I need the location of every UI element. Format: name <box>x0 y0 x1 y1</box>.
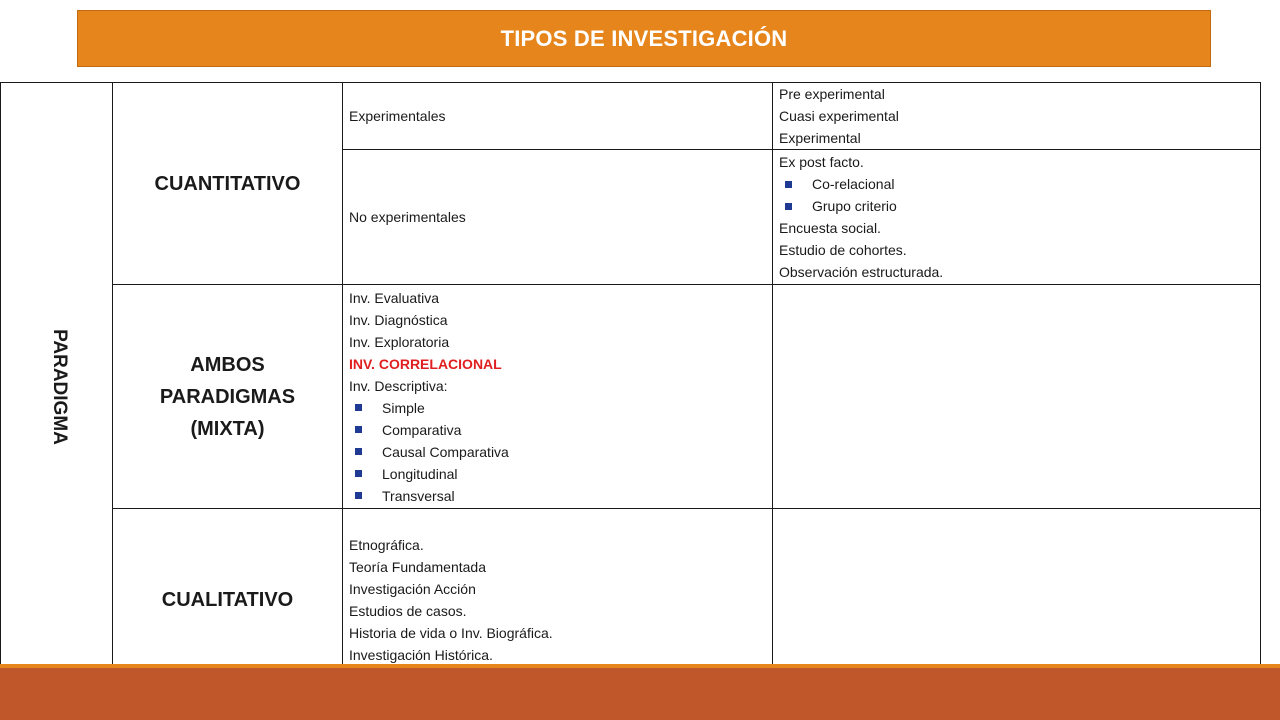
title-banner <box>77 10 1211 67</box>
list-item: Investigación Acción <box>349 580 476 597</box>
cuantitativo-label: CUANTITATIVO <box>113 83 343 285</box>
list-item: Pre experimental <box>779 86 885 102</box>
paradigm-label: PARADIGMA <box>48 328 70 445</box>
table-row <box>1 83 1261 150</box>
list-item: Comparativa <box>349 419 772 441</box>
list-item: Inv. Descriptiva: <box>349 377 448 394</box>
list-item: Simple <box>349 397 772 419</box>
footer-bar <box>0 668 1280 720</box>
list-item: Encuesta social. <box>779 220 881 236</box>
square-bullet-icon <box>355 470 362 477</box>
cualitativo-label: CUALITATIVO <box>113 509 343 691</box>
paradigm-cell <box>1 83 113 691</box>
list-item: Experimental <box>779 130 861 146</box>
list-item: Inv. Evaluativa <box>349 289 440 306</box>
experimentales-label: Experimentales <box>349 108 446 124</box>
list-item: Observación estructurada. <box>779 264 944 280</box>
list-item: INV. CORRELACIONAL <box>349 355 502 372</box>
empty-cell <box>773 285 1261 509</box>
no-experimentales-cell <box>343 150 773 285</box>
no-experimentales-detail <box>773 150 1261 285</box>
experimentales-cell <box>343 83 773 150</box>
mixta-label: AMBOS PARADIGMAS (MIXTA) <box>113 285 343 509</box>
list-item: Ex post facto. <box>779 154 864 170</box>
square-bullet-icon <box>355 404 362 411</box>
list-item: Inv. Diagnóstica <box>349 311 448 328</box>
table-row <box>1 285 1261 509</box>
list-item: Inv. Exploratoria <box>349 333 450 350</box>
list-item: Estudio de cohortes. <box>779 242 907 258</box>
mixta-cell <box>343 285 773 509</box>
list-item: Etnográfica. <box>349 536 424 553</box>
list-item: Teoría Fundamentada <box>349 558 486 575</box>
list-item: Cuasi experimental <box>779 108 899 124</box>
list-item: Grupo criterio <box>779 195 1260 217</box>
list-item: Co-relacional <box>779 173 1260 195</box>
list-item: Investigación Histórica. <box>349 646 493 663</box>
list-item: Causal Comparativa <box>349 441 772 463</box>
list-item: Historia de vida o Inv. Biográfica. <box>349 624 553 641</box>
list-item: Transversal <box>349 485 772 507</box>
no-experimentales-label: No experimentales <box>349 209 466 225</box>
list-item: Longitudinal <box>349 463 772 485</box>
list-item: Estudios de casos. <box>349 602 467 619</box>
square-bullet-icon <box>355 448 362 455</box>
page-title: TIPOS DE INVESTIGACIÓN <box>500 25 788 51</box>
research-types-table <box>0 82 1261 691</box>
square-bullet-icon <box>785 181 792 188</box>
square-bullet-icon <box>785 203 792 210</box>
square-bullet-icon <box>355 426 362 433</box>
square-bullet-icon <box>355 492 362 499</box>
experimentales-detail <box>773 83 1261 150</box>
